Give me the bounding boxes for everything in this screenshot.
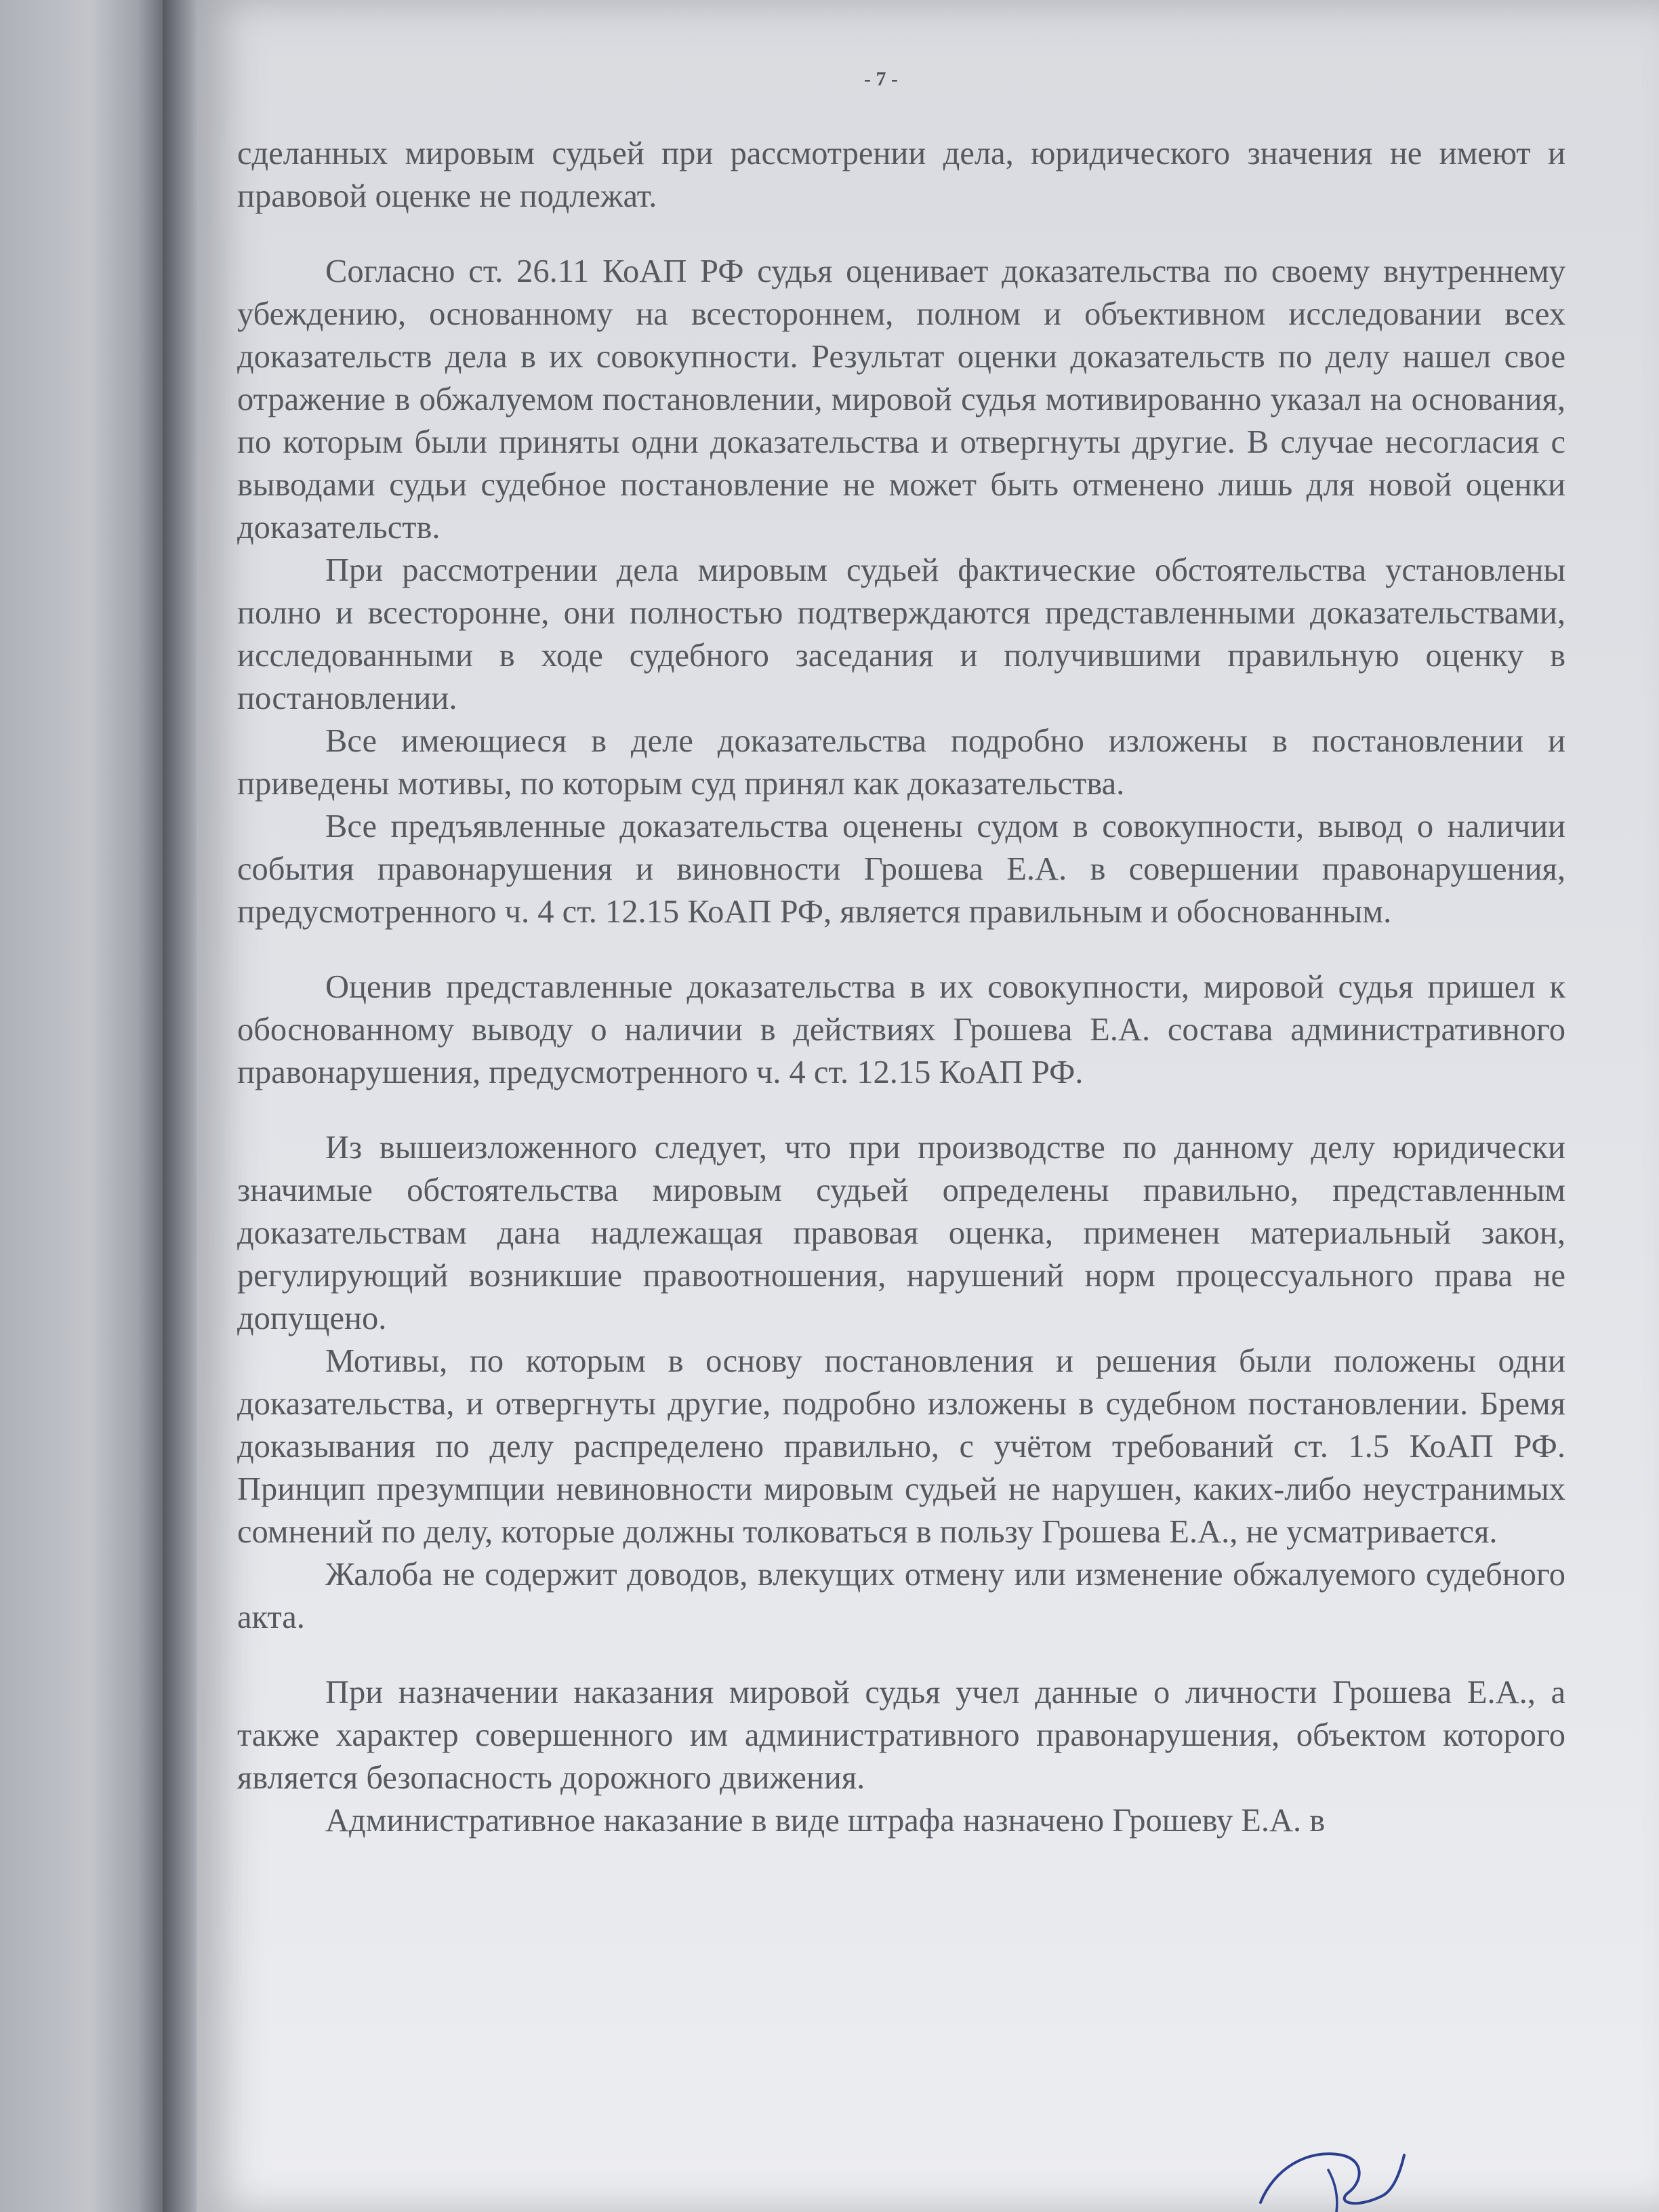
paragraph-continuation: сделанных мировым судьей при рассмотрении дела, юридического значения не имеют и правовой оценке не подлежат. xyxy=(237,136,1565,214)
paragraph-summary: Из вышеизложенного следует, что при производстве по данному делу юридически значимые обстоятельства мировым судьей определены правильно, представленным доказательствам дана надлежащая правовая оценка, применен материальный закон, регулирующий возникшие правоотношения, нарушений норм процессуального права не допущено. xyxy=(237,1130,1565,1336)
document-body xyxy=(237,132,1565,2097)
paragraph-evidence-assessed: Все предъявленные доказательства оценены судом в совокупности, вывод о наличии события правонарушения и виновности Грошева Е.А. в совершении правонарушения, предусмотренного ч. 4 ст. 12.15 КоАП РФ, является правильным и обоснованным. xyxy=(237,808,1565,930)
paragraph-motives: Мотивы, по которым в основу постановления и решения были положены одни доказательства, и отвергнуты другие, подробно изложены в судебном постановлении. Бремя доказывания по делу распределено правильно, с учётом требований ст. 1.5 КоАП РФ. Принцип презумпции невиновности мировым судьей не нарушен, каких-либо неустранимых сомнений по делу, которые должны толковаться в пользу Грошева Е.А., не усматривается. xyxy=(237,1343,1565,1550)
paragraph-punishment: При назначении наказания мировой судья учел данные о личности Грошева Е.А., а также характер совершенного им административного правонарушения, объектом которого является безопасность дорожного движения. xyxy=(237,1675,1565,1796)
left-page-edge xyxy=(0,0,163,2212)
paragraph-evidence-described: Все имеющиеся в деле доказательства подробно изложены в постановлении и приведены мотивы, по которым суд принял как доказательства. xyxy=(237,723,1565,802)
paragraph-evidence-evaluation: Согласно ст. 26.11 КоАП РФ судья оценивает доказательства по своему внутреннему убеждению, основанному на всестороннем, полном и объективном исследовании всех доказательств дела в их совокупности. Результат оценки доказательств по делу нашел свое отражение в обжалуемом постановлении, мировой судья мотивированно указал на основания, по которым были приняты одни доказательства и отвергнуты другие. В случае несогласия с выводами судьи судебное постановление не может быть отменено лишь для новой оценки доказательств. xyxy=(237,253,1565,546)
paragraph-conclusion: Оценив представленные доказательства в их совокупности, мировой судья пришел к обоснованному выводу о наличии в действиях Грошева Е.А. состава административного правонарушения, предусмотренного ч. 4 ст. 12.15 КоАП РФ. xyxy=(237,969,1565,1090)
paragraph-fine: Административное наказание в виде штрафа назначено Грошеву Е.А. в xyxy=(325,1803,1326,1839)
paragraph-complaint: Жалоба не содержит доводов, влекущих отмену или изменение обжалуемого судебного акта. xyxy=(237,1557,1565,1635)
page-number: - 7 - xyxy=(864,68,898,90)
paragraph-circumstances: При рассмотрении дела мировым судьей фактические обстоятельства установлены полно и всесторонне, они полностью подтверждаются представленными доказательствами, исследованными в ходе судебного заседания и получившими правильную оценку в постановлении. xyxy=(237,552,1565,716)
signature-mark xyxy=(1247,2128,1423,2212)
